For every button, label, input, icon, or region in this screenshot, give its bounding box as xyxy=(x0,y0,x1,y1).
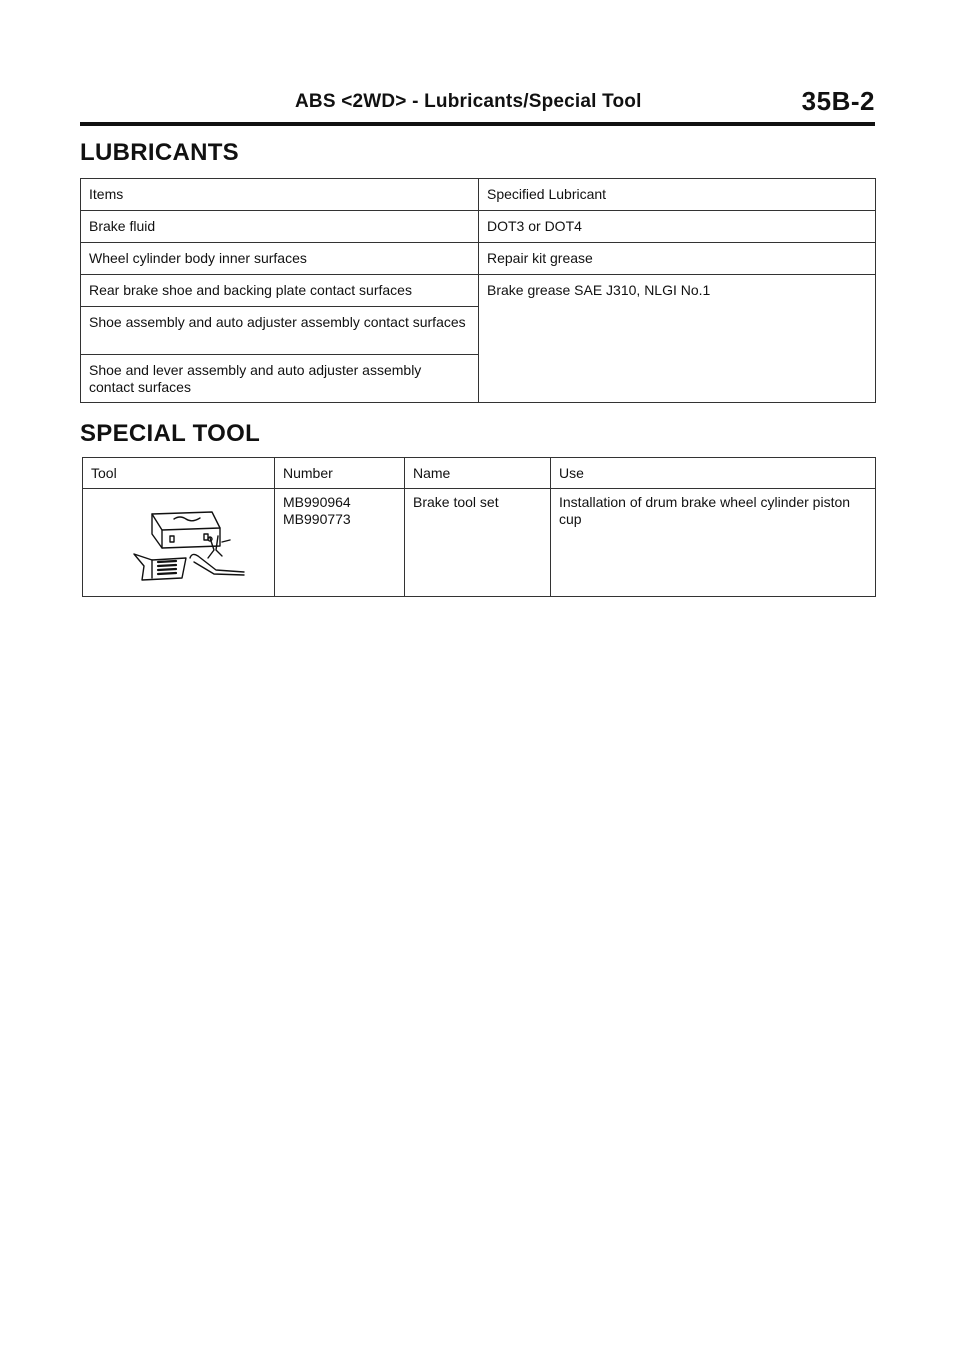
tool-cell xyxy=(83,489,275,597)
table-row xyxy=(81,211,876,243)
lubricants-heading: LUBRICANTS xyxy=(80,139,239,166)
special-tool-heading: SPECIAL TOOL xyxy=(80,420,261,447)
page-header xyxy=(80,86,875,126)
lubricant-cell: Repair kit grease xyxy=(479,243,876,275)
column-header-use: Use xyxy=(551,458,876,489)
item-cell: Rear brake shoe and backing plate contact surfaces xyxy=(81,275,479,307)
table-header-row xyxy=(81,179,876,211)
brake-tool-set-illustration-icon xyxy=(104,504,254,582)
item-cell: Shoe assembly and auto adjuster assembly contact surfaces xyxy=(81,307,479,355)
special-tool-table xyxy=(82,457,876,597)
table-row xyxy=(83,489,876,597)
page-number: 35B-2 xyxy=(801,86,875,116)
lubricant-cell: DOT3 or DOT4 xyxy=(479,211,876,243)
tool-name-cell: Brake tool set xyxy=(405,489,551,597)
header-title: ABS <2WD> - Lubricants/Special Tool xyxy=(295,91,642,112)
table-row xyxy=(81,275,876,307)
table-header-row xyxy=(83,458,876,489)
column-header-items: Items xyxy=(81,179,479,211)
column-header-number: Number xyxy=(275,458,405,489)
item-cell: Shoe and lever assembly and auto adjuster assembly contact surfaces xyxy=(81,355,479,403)
tool-use-cell: Installation of drum brake wheel cylinder piston cup xyxy=(551,489,876,597)
lubricants-table xyxy=(80,178,876,403)
tool-number-cell: MB990964 MB990773 xyxy=(275,489,405,597)
table-row xyxy=(81,243,876,275)
column-header-tool: Tool xyxy=(83,458,275,489)
column-header-specified-lubricant: Specified Lubricant xyxy=(479,179,876,211)
column-header-name: Name xyxy=(405,458,551,489)
item-cell: Brake fluid xyxy=(81,211,479,243)
lubricant-cell: Brake grease SAE J310, NLGI No.1 xyxy=(479,275,876,403)
item-cell: Wheel cylinder body inner surfaces xyxy=(81,243,479,275)
